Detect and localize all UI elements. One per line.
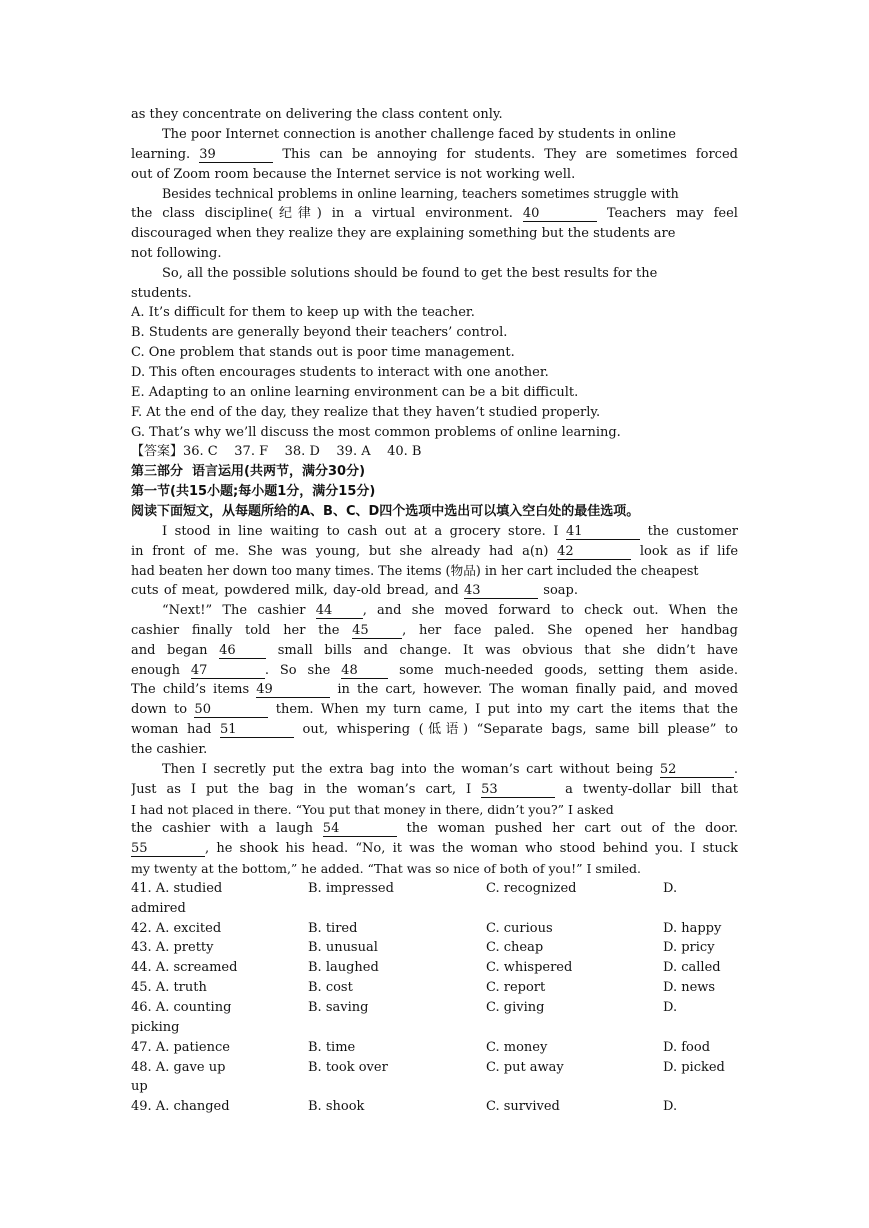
- question-row: 47. A. patience B. time C. money D. food: [131, 1039, 711, 1055]
- option-line: C. One problem that stands out is poor time management.: [131, 345, 515, 361]
- cloze-line: in front of me. She was young, but she already had a(n) 42 look as if life: [131, 543, 738, 559]
- question-row: 46. A. counting B. saving C. giving D.: [131, 999, 678, 1015]
- blank-40: 40: [523, 206, 597, 222]
- answer-key: 【答案】36. C 37. F 38. D 39. A 40. B: [131, 444, 422, 460]
- blank-55: 55: [131, 841, 205, 857]
- option-line: E. Adapting to an online learning environment can be a bit difficult.: [131, 384, 579, 400]
- blank-51: 51: [220, 722, 294, 738]
- reading-line: students.: [131, 285, 192, 301]
- cloze-line: down to 50 them. When my turn came, I put into my cart the items that the: [131, 702, 738, 718]
- question-row-wrap: admired: [131, 900, 186, 916]
- cloze-line: the cashier with a laugh 54 the woman pushed her cart out of the door.: [131, 821, 738, 837]
- reading-line: discouraged when they realize they are explaining something but the students are: [131, 226, 676, 242]
- question-row: 41. A. studied B. impressed C. recognized D.: [131, 880, 678, 896]
- option-line: D. This often encourages students to interact with one another.: [131, 364, 549, 380]
- option-line: B. Students are generally beyond their teachers’ control.: [131, 325, 508, 341]
- cloze-line: woman had 51 out, whispering (低语) “Separate bags, same bill please” to: [131, 722, 738, 738]
- reading-line: The poor Internet connection is another challenge faced by students in online: [162, 126, 676, 142]
- cloze-line: my twenty at the bottom,” he added. “That was so nice of both of you!” I smiled.: [131, 861, 642, 877]
- blank-50: 50: [194, 702, 268, 718]
- question-row: 43. A. pretty B. unusual C. cheap D. pricy: [131, 940, 715, 956]
- question-row: 42. A. excited B. tired C. curious D. happy: [131, 920, 722, 936]
- question-row-wrap: picking: [131, 1019, 180, 1035]
- blank-44: 44: [316, 603, 363, 619]
- reading-line: as they concentrate on delivering the class content only.: [131, 107, 503, 122]
- cloze-line: 55 , he shook his head. “No, it was the woman who stood behind you. I stuck: [131, 841, 738, 857]
- reading-line: learning. 39 This can be annoying for students. They are sometimes forced: [131, 146, 738, 162]
- question-row-wrap: up: [131, 1079, 148, 1095]
- blank-39: 39: [199, 147, 273, 163]
- blank-53: 53: [481, 782, 555, 798]
- instructions: 阅读下面短文，从每题所给的A、B、C、D四个选项中选出可以填入空白处的最佳选项。: [131, 503, 640, 519]
- cloze-line: I had not placed in there. “You put that money in there, didn’t you?” I asked: [131, 801, 614, 817]
- reading-line: So, all the possible solutions should be found to get the best results for the: [162, 265, 658, 281]
- blank-48: 48: [341, 663, 388, 679]
- option-line: G. That’s why we’ll discuss the most common problems of online learning.: [131, 424, 621, 440]
- blank-43: 43: [464, 583, 538, 599]
- question-row: 48. A. gave up B. took over C. put away D. picked: [131, 1059, 725, 1075]
- reading-line: the class discipline(纪律) in a virtual environment. 40 Teachers may feel: [131, 206, 738, 222]
- blank-46: 46: [219, 643, 266, 659]
- cloze-line: Just as I put the bag in the woman’s cart, I 53 a twenty-dollar bill that: [131, 781, 738, 797]
- blank-41: 41: [566, 524, 640, 540]
- cloze-line: The child’s items 49 in the cart, however. The woman finally paid, and moved: [131, 682, 738, 698]
- cloze-line: had beaten her down too many times. The items (物品) in her cart included the cheapest: [131, 563, 699, 579]
- cloze-line: the cashier.: [131, 742, 208, 757]
- blank-54: 54: [323, 821, 397, 837]
- blank-45: 45: [352, 623, 402, 639]
- document-page: [131, 105, 738, 1117]
- cloze-line: Then I secretly put the extra bag into the woman’s cart without being 52 .: [162, 761, 738, 777]
- subsection-heading: 第一节(共15小题;每小题1分，满分15分): [131, 484, 376, 500]
- section-heading: 第三部分 语言运用(共两节，满分30分): [131, 464, 366, 480]
- option-line: F. At the end of the day, they realize that they haven’t studied properly.: [131, 404, 601, 420]
- blank-49: 49: [256, 682, 330, 698]
- reading-line: out of Zoom room because the Internet service is not working well.: [131, 166, 576, 182]
- question-row: 44. A. screamed B. laughed C. whispered D. called: [131, 960, 721, 976]
- cloze-line: cuts of meat, powdered milk, day-old bread, and 43 soap.: [131, 583, 578, 599]
- question-row: 49. A. changed B. shook C. survived D.: [131, 1099, 678, 1115]
- cloze-line: and began 46 small bills and change. It was obvious that she didn’t have: [131, 642, 738, 658]
- reading-line: not following.: [131, 245, 222, 261]
- blank-52: 52: [660, 762, 734, 778]
- blank-47: 47: [191, 663, 265, 679]
- cloze-line: enough 47 . So she 48 some much-needed goods, setting them aside.: [131, 662, 738, 678]
- cloze-line: I stood in line waiting to cash out at a grocery store. I 41 the customer: [162, 523, 738, 539]
- option-line: A. It’s difficult for them to keep up with the teacher.: [131, 305, 475, 321]
- cloze-line: “Next!” The cashier 44 , and she moved forward to check out. When the: [162, 603, 738, 619]
- question-row: 45. A. truth B. cost C. report D. news: [131, 980, 716, 996]
- cloze-line: cashier finally told her the 45 , her face paled. She opened her handbag: [131, 622, 738, 638]
- blank-42: 42: [557, 544, 631, 560]
- reading-line: Besides technical problems in online learning, teachers sometimes struggle with: [162, 186, 679, 202]
